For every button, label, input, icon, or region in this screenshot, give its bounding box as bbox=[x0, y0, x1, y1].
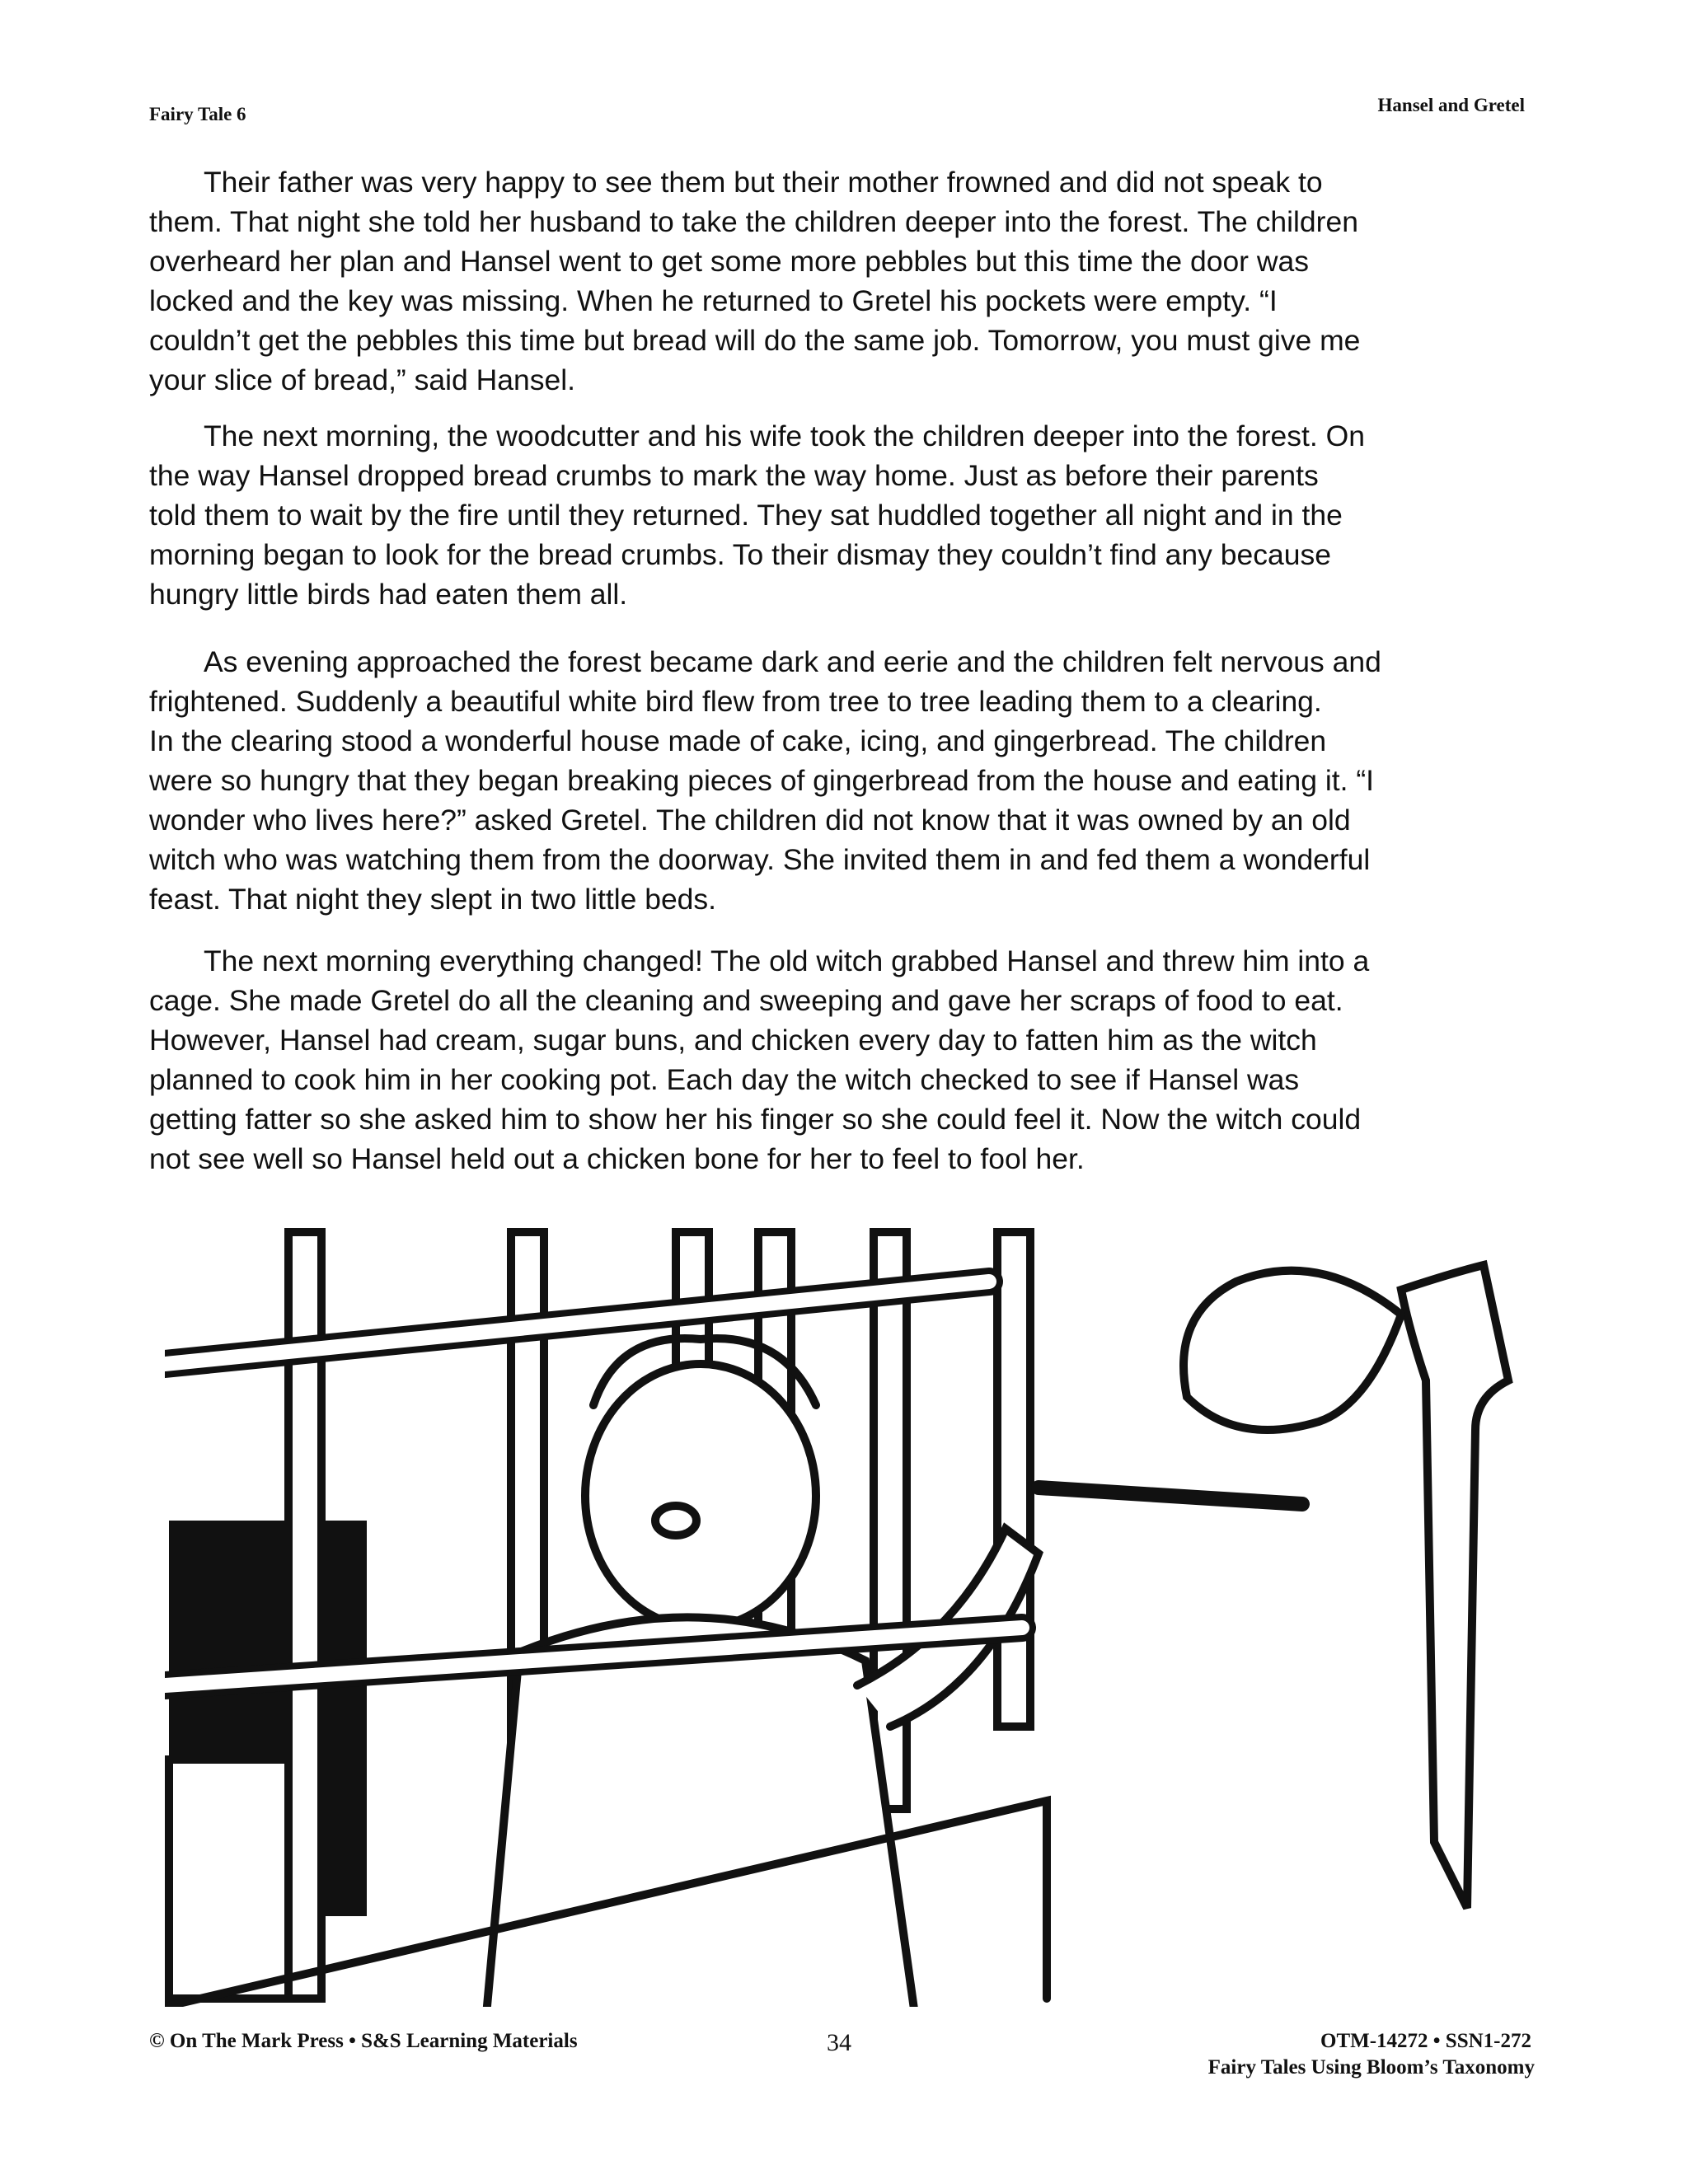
text-line: cage. She made Gretel do all the cleaning and sweeping and gave her scraps of food to eat. bbox=[149, 984, 1343, 1017]
text-line: overheard her plan and Hansel went to get some more pebbles but this time the door was bbox=[149, 245, 1309, 278]
paragraph-3 bbox=[149, 642, 1550, 919]
footer-copyright: © On The Mark Press • S&S Learning Materials bbox=[149, 2030, 578, 2052]
text-line: the way Hansel dropped bread crumbs to mark the way home. Just as before their parents bbox=[149, 459, 1319, 492]
text-line: witch who was watching them from the doorway. She invited them in and fed them a wonderful bbox=[149, 843, 1371, 876]
text-line: In the clearing stood a wonderful house made of cake, icing, and gingerbread. The children bbox=[149, 724, 1327, 757]
text-line: your slice of bread,” said Hansel. bbox=[149, 363, 575, 396]
text-line: Their father was very happy to see them but their mother frowned and did not speak to bbox=[204, 166, 1323, 199]
text-line: morning began to look for the bread crumbs. To their dismay they couldn’t find any because bbox=[149, 538, 1331, 571]
text-line: The next morning, the woodcutter and his wife took the children deeper into the forest. On bbox=[204, 419, 1365, 452]
illustration-hansel-in-cage bbox=[165, 1224, 1517, 2007]
paragraph-2 bbox=[149, 416, 1550, 614]
text-line: The next morning everything changed! The old witch grabbed Hansel and threw him into a bbox=[204, 944, 1370, 977]
text-line: told them to wait by the fire until they returned. They sat huddled together all night and in the bbox=[149, 499, 1343, 532]
text-line: couldn’t get the pebbles this time but bread will do the same job. Tomorrow, you must give me bbox=[149, 324, 1361, 357]
footer-book-title: Fairy Tales Using Bloom’s Taxonomy bbox=[1207, 2056, 1535, 2079]
header-left: Fairy Tale 6 bbox=[149, 104, 246, 124]
header-right: Hansel and Gretel bbox=[1377, 95, 1525, 115]
text-line: frightened. Suddenly a beautiful white bird flew from tree to tree leading them to a clearing. bbox=[149, 685, 1322, 718]
text-line: them. That night she told her husband to take the children deeper into the forest. The children bbox=[149, 205, 1358, 238]
text-line: As evening approached the forest became dark and eerie and the children felt nervous and bbox=[204, 645, 1381, 678]
text-line: feast. That night they slept in two little beds. bbox=[149, 883, 717, 916]
text-line: wonder who lives here?” asked Gretel. The children did not know that it was owned by an old bbox=[149, 804, 1351, 837]
paragraph-1 bbox=[149, 162, 1550, 400]
text-line: planned to cook him in her cooking pot. Each day the witch checked to see if Hansel was bbox=[149, 1063, 1300, 1096]
text-line: getting fatter so she asked him to show her his finger so she could feel it. Now the witch could bbox=[149, 1103, 1362, 1136]
text-line: hungry little birds had eaten them all. bbox=[149, 578, 628, 611]
text-line: were so hungry that they began breaking pieces of gingerbread from the house and eating it. “I bbox=[149, 764, 1375, 797]
text-line: not see well so Hansel held out a chicken bone for her to feel to fool her. bbox=[149, 1142, 1085, 1175]
page-number: 34 bbox=[827, 2029, 851, 2056]
text-line: However, Hansel had cream, sugar buns, and chicken every day to fatten him as the witch bbox=[149, 1024, 1317, 1057]
text-line: locked and the key was missing. When he returned to Gretel his pockets were empty. “I bbox=[149, 284, 1278, 317]
paragraph-4 bbox=[149, 941, 1550, 1179]
footer-product-code: OTM-14272 • SSN1-272 bbox=[1320, 2030, 1531, 2052]
